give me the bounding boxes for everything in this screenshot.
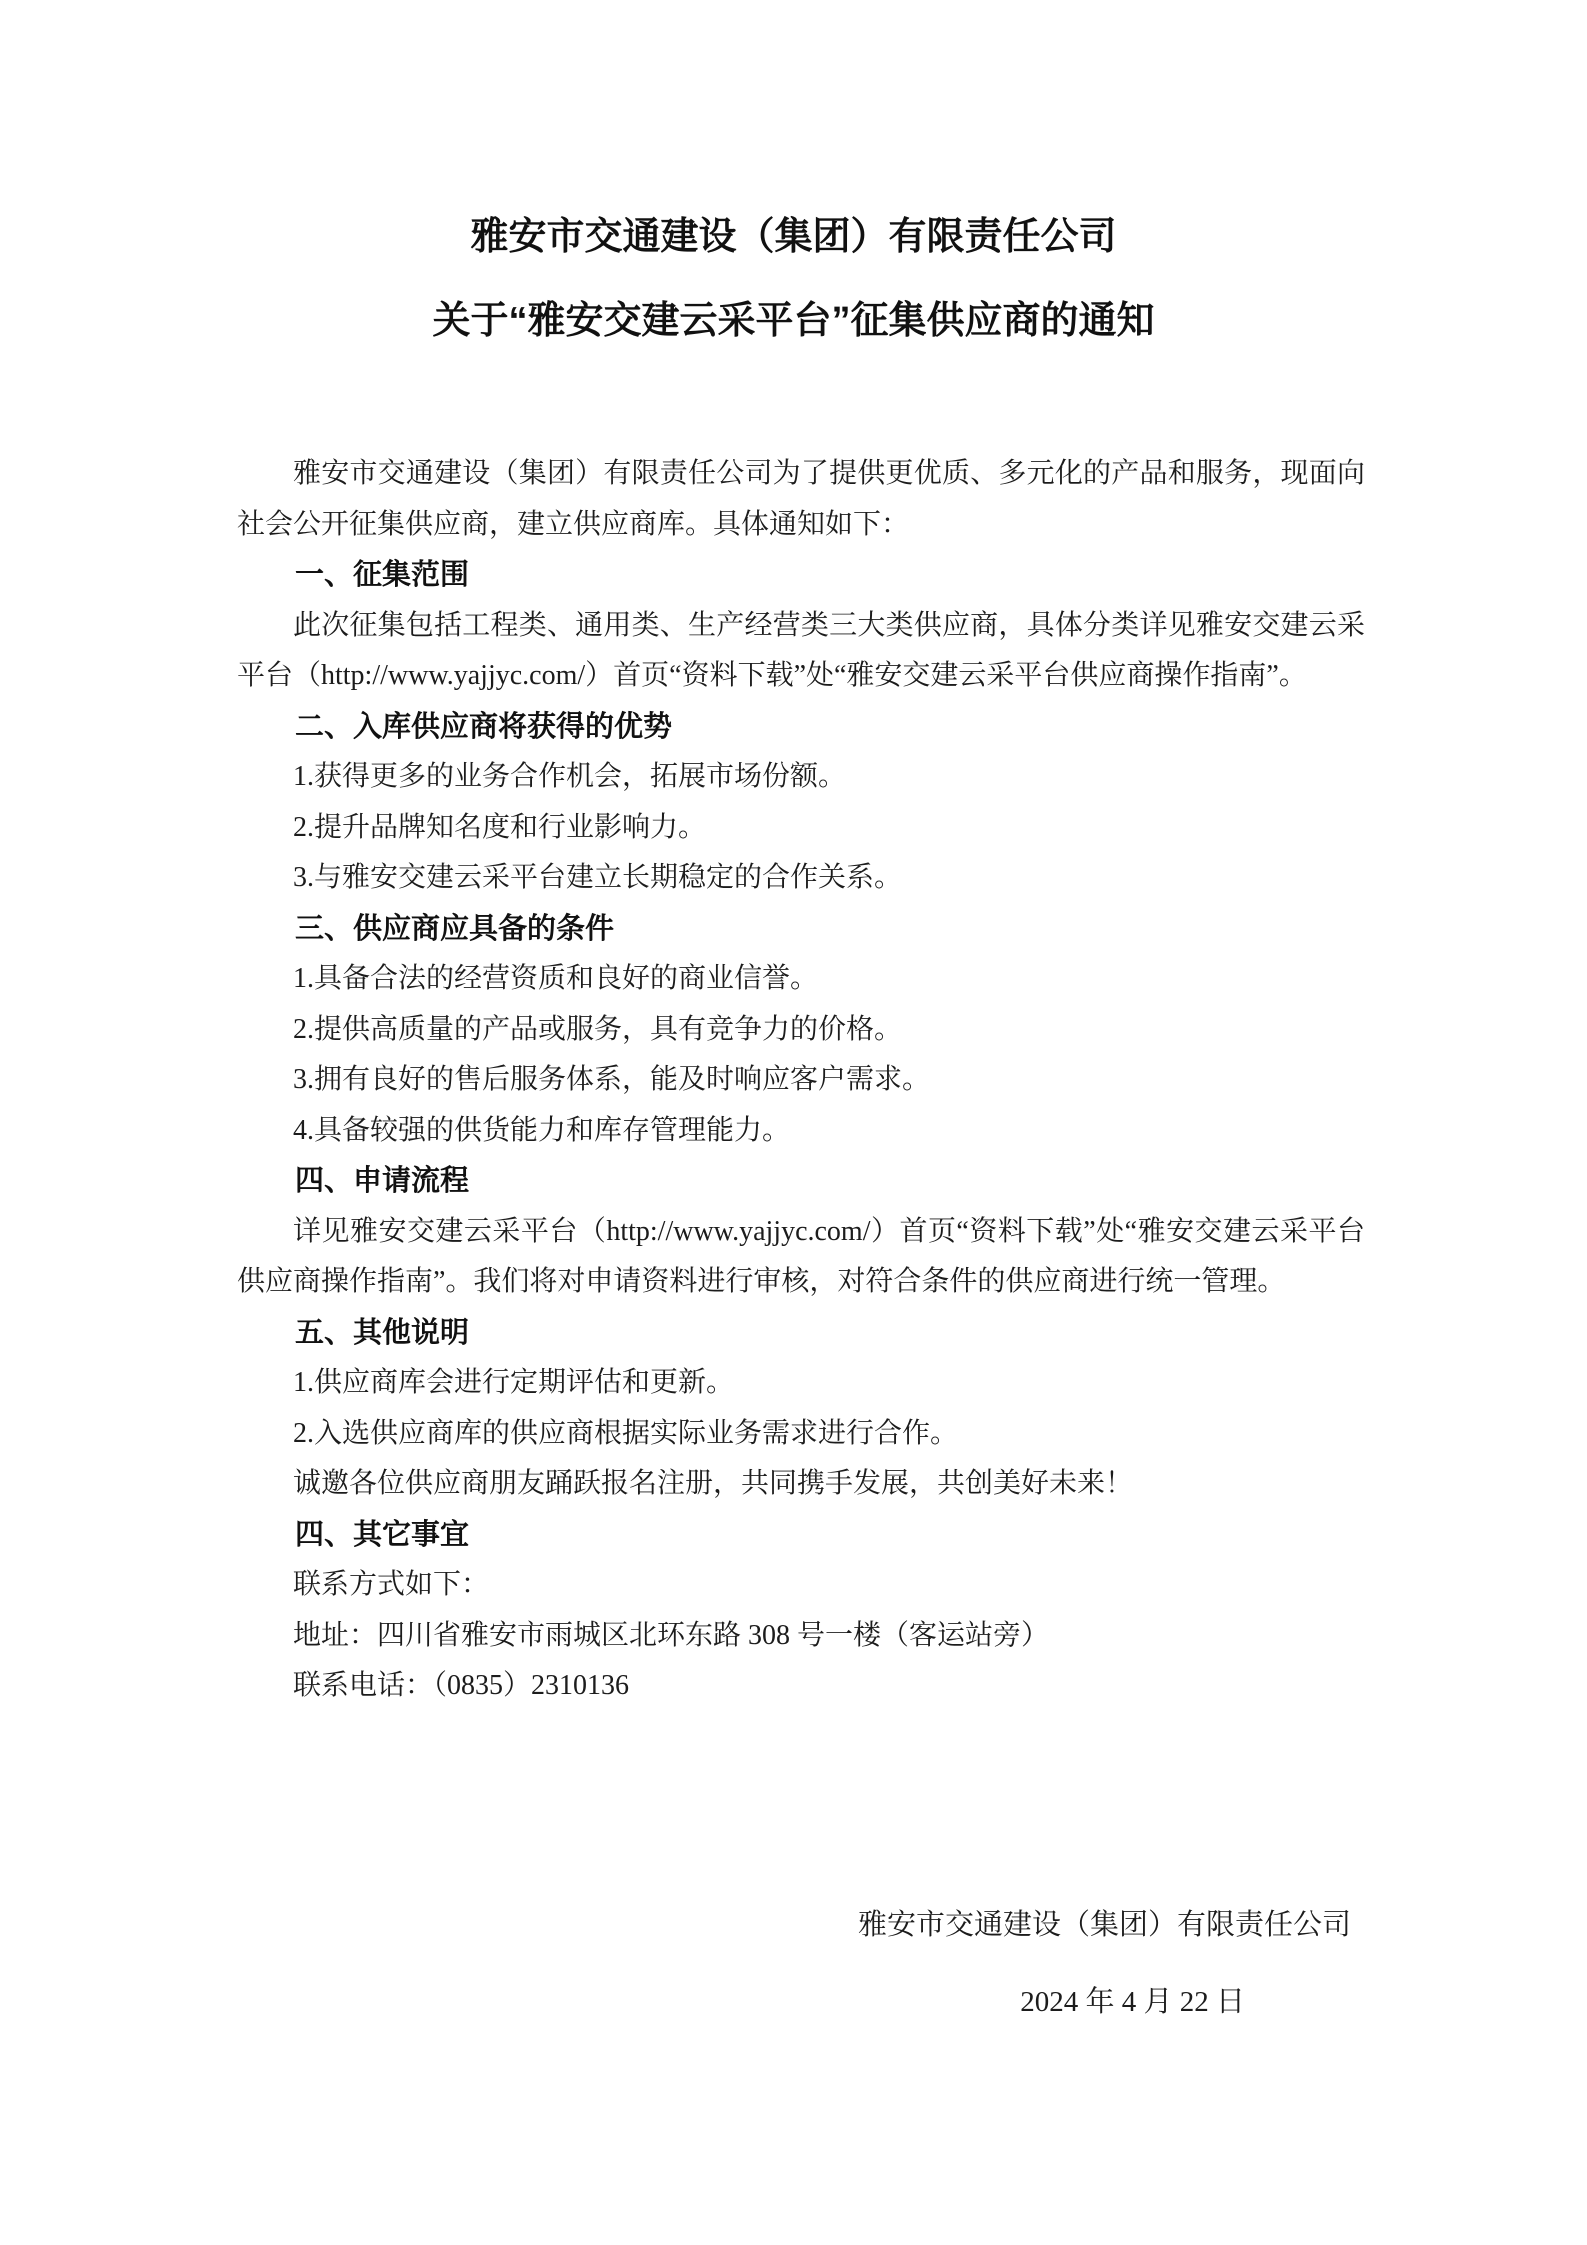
contact-intro-line: 联系方式如下： xyxy=(293,1569,490,1600)
invitation-line: 诚邀各位供应商朋友踊跃报名注册，共同携手发展，共创美好未来！ xyxy=(293,1468,1134,1499)
section-heading-supplier-advantages: 二、入库供应商将获得的优势 xyxy=(295,710,673,743)
document-title-line-2: 关于“雅安交建云采平台”征集供应商的通知 xyxy=(432,300,1155,342)
list-item: 1.供应商库会进行定期评估和更新。 xyxy=(293,1367,735,1398)
list-item: 1.获得更多的业务合作机会，拓展市场份额。 xyxy=(293,761,847,792)
list-item: 2.提升品牌知名度和行业影响力。 xyxy=(293,811,707,843)
section-paragraph-collection-scope: 此次征集包括工程类、通用类、生产经营类三大类供应商，具体分类详见雅安交建云采平台（http://www.yajjyc.com/）首页“资料下载”处“雅安交建云采平台供应商操作指南”。 xyxy=(237,609,1365,691)
contact-phone-line: 联系电话：（0835）2310136 xyxy=(293,1670,630,1701)
section-heading-other-matters: 四、其它事宜 xyxy=(295,1518,470,1551)
section-paragraph-application-process: 详见雅安交建云采平台（http://www.yajjyc.com/）首页“资料下载”处“雅安交建云采平台供应商操作指南”。我们将对申请资料进行审核，对符合条件的供应商进行统一管理。 xyxy=(237,1215,1365,1297)
list-item: 3.拥有良好的售后服务体系，能及时响应客户需求。 xyxy=(293,1064,931,1095)
list-item: 4.具备较强的供货能力和库存管理能力。 xyxy=(293,1114,791,1146)
list-item: 2.提供高质量的产品或服务，具有竞争力的价格。 xyxy=(293,1013,903,1045)
signature-company: 雅安市交通建设（集团）有限责任公司 xyxy=(857,1908,1351,1941)
section-heading-collection-scope: 一、征集范围 xyxy=(295,559,470,591)
section-heading-supplier-requirements: 三、供应商应具备的条件 xyxy=(295,912,615,945)
section-heading-other-notes: 五、其他说明 xyxy=(295,1316,470,1349)
section-heading-application-process: 四、申请流程 xyxy=(295,1165,470,1197)
document-title-line-1: 雅安市交通建设（集团）有限责任公司 xyxy=(470,216,1117,258)
signature-date: 2024 年 4 月 22 日 xyxy=(1020,1985,1245,2018)
signature-block xyxy=(237,1900,1365,2027)
list-item: 1.具备合法的经营资质和良好的商业信誉。 xyxy=(293,963,819,994)
document-body xyxy=(237,449,1365,1712)
list-item: 2.入选供应商库的供应商根据实际业务需求进行合作。 xyxy=(293,1417,959,1449)
intro-paragraph: 雅安市交通建设（集团）有限责任公司为了提供更优质、多元化的产品和服务，现面向社会公开征集供应商，建立供应商库。具体通知如下： xyxy=(237,458,1365,540)
list-item: 3.与雅安交建云采平台建立长期稳定的合作关系。 xyxy=(293,862,903,893)
contact-address-line: 地址：四川省雅安市雨城区北环东路 308 号一楼（客运站旁） xyxy=(293,1619,1050,1651)
